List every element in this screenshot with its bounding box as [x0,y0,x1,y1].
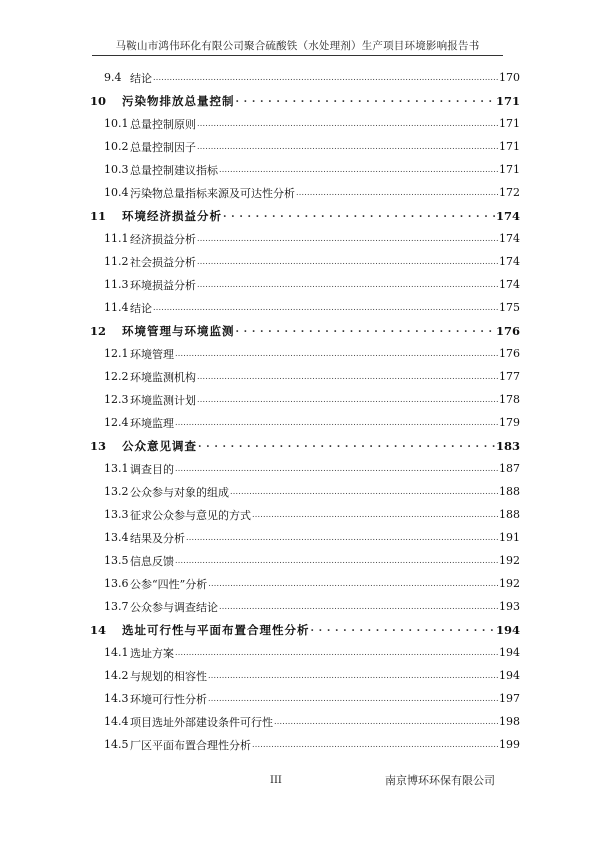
toc-section-entry[interactable] [84,112,520,135]
toc-entry-number: 12.3 [104,393,129,406]
toc-entry-number: 13.4 [104,531,129,544]
toc-chapter-entry[interactable] [84,434,520,457]
toc-section-entry[interactable] [84,549,520,572]
toc-entry-number: 14.3 [104,692,129,705]
toc-entry-page: 192 [499,554,520,567]
toc-dot-leader [252,739,498,750]
toc-entry-title: 环境管理与环境监测 [122,323,235,338]
toc-dot-leader [296,187,498,198]
toc-dot-leader [197,371,498,382]
toc-entry-page: 199 [499,738,520,751]
toc-entry-title: 信息反馈 [130,554,174,568]
toc-section-entry[interactable] [84,388,520,411]
toc-section-entry[interactable] [84,641,520,664]
toc-entry-title: 经济损益分析 [130,232,196,246]
toc-entry-page: 174 [499,255,520,268]
toc-entry-number: 12.4 [104,416,129,429]
toc-dot-leader [197,394,498,405]
toc-entry-title: 结果及分析 [130,531,185,545]
toc-dot-leader [230,486,498,497]
toc-entry-page: 194 [499,669,520,682]
toc-entry-page: 172 [499,186,520,199]
toc-entry-number: 9.4 [104,71,122,84]
toc-section-entry[interactable] [84,365,520,388]
toc-entry-title: 项目选址外部建设条件可行性 [130,715,273,729]
toc-entry-page: 188 [499,485,520,498]
toc-entry-number: 14.1 [104,646,129,659]
toc-entry-page: 171 [499,140,520,153]
toc-entry-number: 13.5 [104,554,129,567]
toc-entry-page: 194 [499,646,520,659]
toc-dot-leader [198,440,495,451]
toc-entry-number: 12 [90,323,107,338]
toc-dot-leader [175,463,498,474]
toc-entry-title: 结论 [130,301,152,315]
toc-dot-leader [153,302,498,313]
toc-section-entry[interactable] [84,342,520,365]
toc-entry-number: 12.2 [104,370,129,383]
toc-entry-title: 公众意见调查 [122,438,197,453]
toc-entry-number: 10.4 [104,186,129,199]
toc-dot-leader [236,325,495,336]
toc-entry-title: 环境经济损益分析 [122,208,222,223]
toc-entry-page: 176 [495,323,520,338]
toc-section-entry[interactable] [84,664,520,687]
toc-entry-page: 187 [499,462,520,475]
toc-section-entry[interactable] [84,296,520,319]
toc-entry-number: 13.3 [104,508,129,521]
toc-section-entry[interactable] [84,457,520,480]
toc-section-entry[interactable] [84,250,520,273]
toc-entry-number: 11 [90,208,107,223]
toc-dot-leader [252,509,498,520]
toc-entry-number: 10.3 [104,163,129,176]
toc-entry-page: 191 [499,531,520,544]
toc-section-entry[interactable] [84,181,520,204]
toc-entry-page: 192 [499,577,520,590]
toc-entry-number: 13.7 [104,600,129,613]
toc-entry-page: 193 [499,600,520,613]
toc-entry-number: 10 [90,93,107,108]
toc-section-entry[interactable] [84,227,520,250]
running-header: 马鞍山市鸿伟环化有限公司聚合硫酸铁（水处理剂）生产项目环境影响报告书 [115,40,480,52]
toc-chapter-entry[interactable] [84,618,520,641]
toc-entry-number: 11.3 [104,278,129,291]
toc-entry-title: 调查目的 [130,462,174,476]
toc-entry-page: 194 [495,622,520,637]
toc-entry-title: 总量控制建议指标 [130,163,218,177]
footer-page-number: III [270,775,282,786]
toc-entry-number: 13.6 [104,577,129,590]
toc-dot-leader [197,233,498,244]
toc-section-entry[interactable] [84,66,520,89]
toc-entry-page: 179 [499,416,520,429]
toc-section-entry[interactable] [84,572,520,595]
toc-section-entry[interactable] [84,733,520,756]
toc-dot-leader [208,670,498,681]
toc-entry-number: 14.4 [104,715,129,728]
toc-entry-title: 污染物排放总量控制 [122,93,235,108]
toc-entry-title: 总量控制原则 [130,117,196,131]
toc-dot-leader [153,72,498,83]
toc-entry-number: 11.2 [104,255,129,268]
toc-entry-title: 公参“四性”分析 [130,577,208,591]
toc-dot-leader [208,578,498,589]
toc-entry-number: 10.2 [104,140,129,153]
toc-dot-leader [175,417,498,428]
toc-entry-page: 174 [495,208,520,223]
toc-entry-page: 178 [499,393,520,406]
toc-section-entry[interactable] [84,595,520,618]
toc-entry-title: 环境监理 [130,416,174,430]
toc-dot-leader [219,601,498,612]
toc-entry-number: 11.1 [104,232,129,245]
toc-entry-page: 197 [499,692,520,705]
toc-section-entry[interactable] [84,480,520,503]
toc-dot-leader [219,164,498,175]
toc-section-entry[interactable] [84,710,520,733]
toc-entry-page: 171 [499,117,520,130]
toc-entry-page: 171 [499,163,520,176]
toc-entry-number: 12.1 [104,347,129,360]
toc-entry-page: 171 [495,93,520,108]
toc-dot-leader [208,693,498,704]
toc-entry-number: 13.2 [104,485,129,498]
toc-dot-leader [236,95,495,106]
toc-entry-page: 188 [499,508,520,521]
footer-company: 南京博环环保有限公司 [385,774,495,787]
toc-entry-number: 14 [90,622,107,637]
toc-entry-number: 10.1 [104,117,129,130]
toc-section-entry[interactable] [84,158,520,181]
toc-dot-leader [175,647,498,658]
toc-entry-title: 污染物总量指标来源及可达性分析 [130,186,295,200]
toc-dot-leader [197,256,498,267]
toc-dot-leader [223,210,495,221]
toc-entry-number: 11.4 [104,301,129,314]
toc-section-entry[interactable] [84,411,520,434]
toc-entry-title: 厂区平面布置合理性分析 [130,738,251,752]
toc-entry-title: 公众参与调查结论 [130,600,218,614]
toc-entry-number: 14.2 [104,669,129,682]
toc-entry-title: 选址方案 [130,646,174,660]
toc-entry-page: 175 [499,301,520,314]
header-rule [92,55,503,56]
toc-entry-title: 选址可行性与平面布置合理性分析 [122,622,310,637]
toc-entry-number: 13 [90,438,107,453]
toc-entry-page: 198 [499,715,520,728]
toc-section-entry[interactable] [84,135,520,158]
toc-entry-title: 征求公众参与意见的方式 [130,508,251,522]
toc-entry-page: 177 [499,370,520,383]
toc-dot-leader [175,348,498,359]
toc-entry-number: 14.5 [104,738,129,751]
toc-chapter-entry[interactable] [84,89,520,112]
toc-dot-leader [197,141,498,152]
toc-dot-leader [311,624,495,635]
toc-dot-leader [197,279,498,290]
toc-entry-title: 环境监测计划 [130,393,196,407]
toc-dot-leader [186,532,498,543]
toc-entry-page: 183 [495,438,520,453]
toc-entry-title: 与规划的相容性 [130,669,207,683]
toc-section-entry[interactable] [84,526,520,549]
toc-section-entry[interactable] [84,273,520,296]
toc-entry-page: 170 [499,71,520,84]
toc-entry-title: 环境可行性分析 [130,692,207,706]
toc-dot-leader [274,716,498,727]
toc-entry-page: 174 [499,278,520,291]
toc-entry-page: 176 [499,347,520,360]
table-of-contents [84,66,520,756]
toc-entry-title: 环境管理 [130,347,174,361]
toc-dot-leader [197,118,498,129]
toc-entry-title: 结论 [130,71,152,85]
toc-entry-title: 公众参与对象的组成 [130,485,229,499]
toc-dot-leader [175,555,498,566]
toc-entry-title: 总量控制因子 [130,140,196,154]
toc-entry-page: 174 [499,232,520,245]
toc-entry-title: 社会损益分析 [130,255,196,269]
toc-section-entry[interactable] [84,503,520,526]
toc-entry-number: 13.1 [104,462,129,475]
toc-chapter-entry[interactable] [84,204,520,227]
toc-chapter-entry[interactable] [84,319,520,342]
toc-section-entry[interactable] [84,687,520,710]
toc-entry-title: 环境损益分析 [130,278,196,292]
toc-entry-title: 环境监测机构 [130,370,196,384]
